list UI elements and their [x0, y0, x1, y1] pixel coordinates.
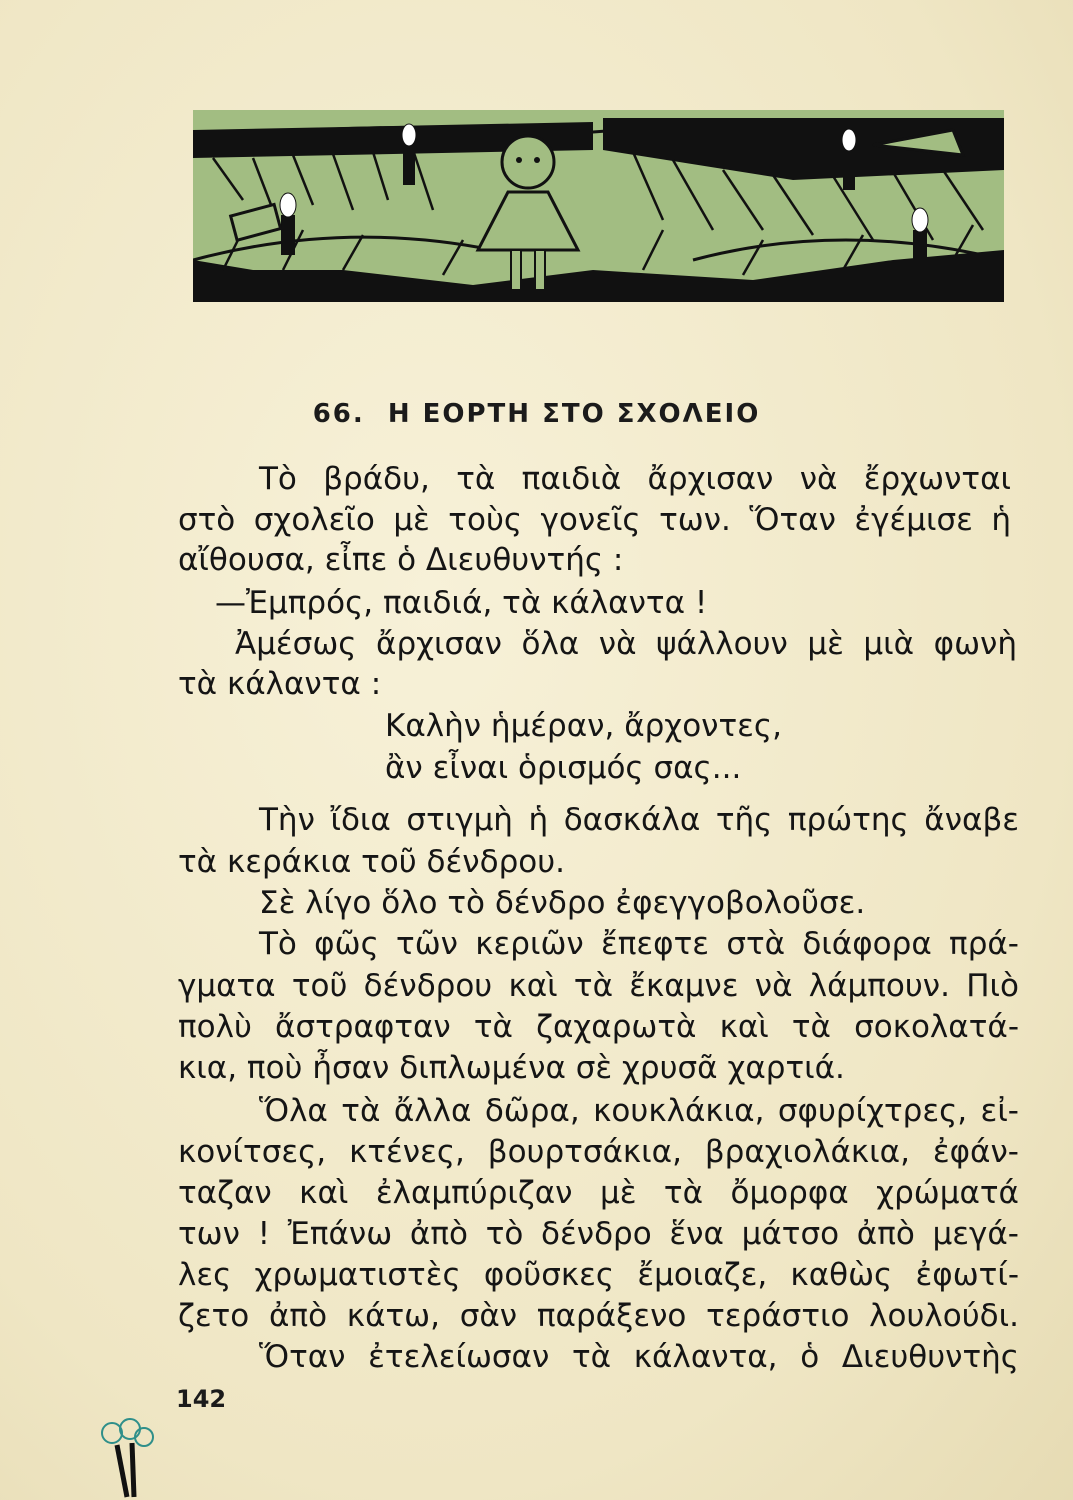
text-line: κονίτσες, κτένες, βουρτσάκια, βραχιολάκια, ἐφάν- — [178, 1134, 1019, 1170]
text-line: —Ἐμπρός, παιδιά, τὰ κάλαντα ! — [215, 585, 708, 621]
text-line: Τὸ φῶς τῶν κεριῶν ἔπεφτε στὰ διάφορα πρά- — [259, 926, 1019, 962]
verse-line: Καλὴν ἡμέραν, ἄρχοντες, — [385, 708, 782, 744]
christmas-tree-doll-icon — [193, 110, 1004, 302]
text-line: Ἀμέσως ἄρχισαν ὅλα νὰ ψάλλουν μὲ μιὰ φωνὴ — [235, 626, 1017, 662]
text-line: Σὲ λίγο ὅλο τὸ δένδρο ἐφεγγοβολοῦσε. — [259, 885, 866, 921]
text-line: Ὅλα τὰ ἄλλα δῶρα, κουκλάκια, σφυρίχτρες, εἰ- — [259, 1093, 1019, 1129]
chapter-title: Η ΕΟΡΤΗ ΣΤΟ ΣΧΟΛΕΙΟ — [387, 399, 761, 429]
text-line: στὸ σχολεῖο μὲ τοὺς γονεῖς των. Ὅταν ἐγέμισε ἡ — [178, 502, 1011, 538]
text-line: γματα τοῦ δένδρου καὶ τὰ ἔκαμνε νὰ λάμπουν. Πιὸ — [178, 968, 1019, 1004]
christmas-tree-illustration — [193, 110, 1004, 302]
text-line: τὰ κάλαντα : — [178, 666, 382, 702]
text-line: πολὺ ἄστραφταν τὰ ζαχαρωτὰ καὶ τὰ σοκολατά- — [178, 1009, 1019, 1045]
chapter-heading — [0, 399, 1073, 429]
text-line: Ὅταν ἐτελείωσαν τὰ κάλαντα, ὁ Διευθυντὴς — [259, 1339, 1019, 1375]
text-line: Τὸ βράδυ, τὰ παιδιὰ ἄρχισαν νὰ ἔρχωνται — [259, 461, 1011, 497]
text-line: αἴθουσα, εἶπε ὁ Διευθυντής : — [178, 542, 624, 578]
text-line: λες χρωματιστὲς φοῦσκες ἔμοιαζε, καθὼς ἐφωτί- — [178, 1257, 1019, 1293]
page-number: 142 — [176, 1385, 227, 1413]
chapter-number: 66. — [312, 399, 365, 429]
text-line: Τὴν ἴδια στιγμὴ ἡ δασκάλα τῆς πρώτης ἄναβε — [259, 802, 1019, 838]
pen-doodle-icon — [92, 1415, 162, 1500]
text-line: ταζαν καὶ ἐλαμπύριζαν μὲ τὰ ὄμορφα χρώματά — [178, 1175, 1019, 1211]
text-line: ζετο ἀπὸ κάτω, σὰν παράξενο τεράστιο λουλούδι. — [178, 1298, 1019, 1334]
text-line: τὰ κεράκια τοῦ δένδρου. — [178, 844, 566, 880]
text-line: κια, ποὺ ἦσαν διπλωμένα σὲ χρυσᾶ χαρτιά. — [178, 1050, 845, 1086]
verse-line: ἂν εἶναι ὁρισμός σας... — [385, 750, 742, 786]
text-line: των ! Ἐπάνω ἀπὸ τὸ δένδρο ἕνα μάτσο ἀπὸ μεγά- — [178, 1216, 1019, 1252]
